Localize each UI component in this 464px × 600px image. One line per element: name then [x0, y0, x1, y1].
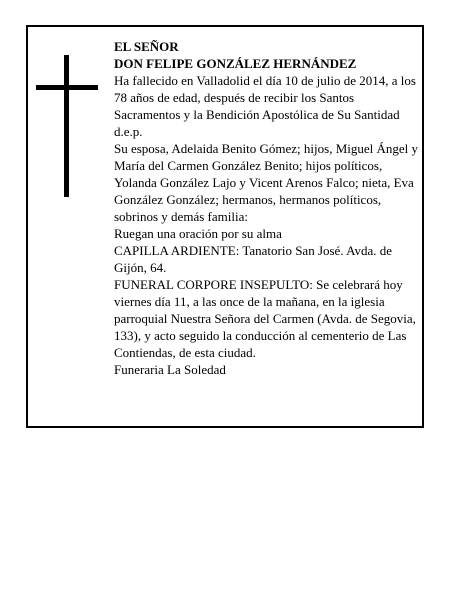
notice-title: EL SEÑOR [114, 39, 179, 54]
funeral-home: Funeraria La Soledad [114, 362, 226, 377]
cross-horizontal-bar [36, 85, 98, 90]
prayer-request: Ruegan una oración por su alma [114, 226, 282, 241]
obituary-text [114, 38, 420, 378]
latin-cross-icon [36, 55, 98, 197]
deceased-name: DON FELIPE GONZÁLEZ HERNÁNDEZ [114, 56, 357, 71]
family-list: Su esposa, Adelaida Benito Gómez; hijos, Miguel Ángel y María del Carmen González Benito; hijos políticos, Yolanda González Lajo y Vicent Arenos Falco; nieta, Eva González González; hermanos, hermanos políticos, sobrinos y demás familia: [114, 141, 419, 224]
death-announcement: Ha fallecido en Valladolid el día 10 de julio de 2014, a los 78 años de edad, después de recibir los Santos Sacramentos y la Bendición Apostólica de Su Santidad d.e.p. [114, 73, 416, 139]
chapel-info: CAPILLA ARDIENTE: Tanatorio San José. Avda. de Gijón, 64. [114, 243, 393, 275]
funeral-info: FUNERAL CORPORE INSEPULTO: Se celebrará hoy viernes día 11, a las once de la mañana, en la iglesia parroquial Nuestra Señora del Carmen (Avda. de Segovia, 133), y acto seguido la conducción al cementerio de Las Contiendas, de esta ciudad. [114, 277, 416, 360]
cross-vertical-bar [64, 55, 69, 197]
